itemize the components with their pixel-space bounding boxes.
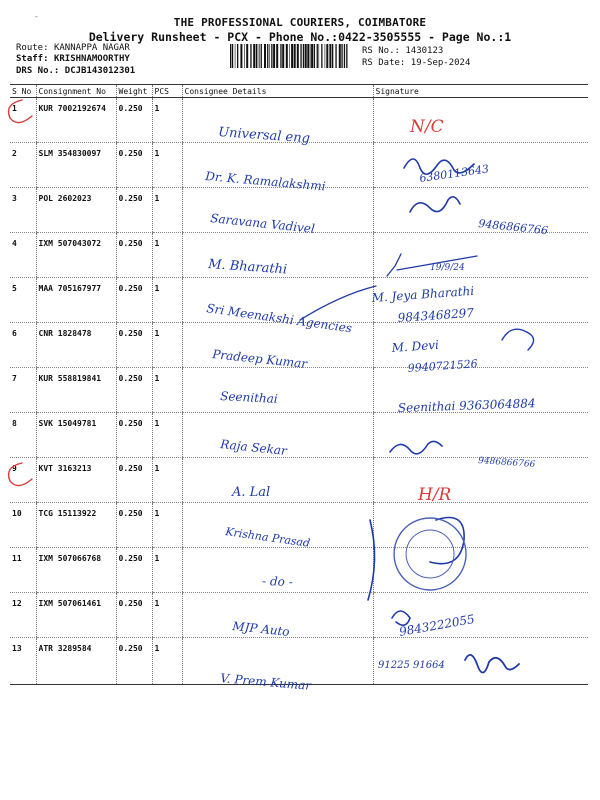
barcode-bar	[289, 44, 290, 68]
table-header-row	[10, 85, 588, 98]
pcs-cell: 1	[152, 638, 182, 685]
barcode-bar	[237, 44, 238, 68]
barcode-bar	[307, 44, 309, 68]
route-line	[16, 43, 130, 54]
rs-no-value: 1430123	[405, 46, 444, 56]
col-consignment: Consignment No	[36, 85, 116, 98]
weight-cell: 0.250	[116, 368, 152, 413]
signature-cell	[373, 98, 588, 143]
consignee-cell	[182, 188, 373, 233]
handwritten-text: 9843222055	[398, 611, 476, 639]
barcode-bar	[300, 44, 301, 68]
handwritten-text: V. Prem Kumar	[219, 671, 312, 693]
handwritten-text: Raja Sekar	[219, 437, 288, 458]
barcode-bar	[267, 44, 268, 68]
handwritten-text: 6380113643	[418, 162, 490, 185]
pcs-cell: 1	[152, 143, 182, 188]
barcode-bar	[346, 44, 347, 68]
pcs-cell: 1	[152, 413, 182, 458]
handwritten-text: N/C	[410, 117, 444, 137]
sno-cell: 12	[10, 593, 36, 638]
handwritten-text: A. Lal	[232, 485, 271, 500]
barcode-bar	[235, 44, 236, 68]
handwritten-text: M. Devi	[391, 337, 440, 355]
barcode-bar	[335, 44, 336, 68]
barcode-bar	[303, 44, 304, 68]
col-pcs: PCS	[152, 85, 182, 98]
barcode-bar	[230, 44, 231, 68]
pcs-cell: 1	[152, 188, 182, 233]
sno-cell: 1	[10, 98, 36, 143]
handwritten-text: Seenithai 9363064884	[397, 396, 536, 415]
signature-cell	[373, 233, 588, 278]
handwritten-text: H/R	[418, 485, 452, 505]
consignment-cell: KUR 7002192674	[36, 98, 116, 143]
handwritten-text: 19/9/24	[430, 263, 465, 273]
barcode-bar	[258, 44, 259, 68]
route-label: Route:	[16, 43, 49, 53]
consignee-cell	[182, 98, 373, 143]
sno-cell: 11	[10, 548, 36, 593]
table-row	[10, 278, 588, 323]
pcs-cell: 1	[152, 98, 182, 143]
handwritten-text: Universal eng	[217, 125, 311, 147]
drs-line	[16, 66, 135, 77]
signature-cell	[373, 503, 588, 548]
handwritten-text: MJP Auto	[231, 619, 291, 639]
sno-cell: 2	[10, 143, 36, 188]
barcode-bar	[291, 44, 293, 68]
consignee-cell	[182, 548, 373, 593]
weight-cell: 0.250	[116, 323, 152, 368]
signature-cell	[373, 413, 588, 458]
consignee-cell	[182, 593, 373, 638]
weight-cell: 0.250	[116, 188, 152, 233]
barcode-bar	[294, 44, 296, 68]
runsheet-table	[10, 84, 588, 685]
col-signature: Signature	[373, 85, 588, 98]
staff-value: KRISHNAMOORTHY	[53, 54, 130, 64]
barcode-bar	[250, 44, 251, 68]
weight-cell: 0.250	[116, 278, 152, 323]
table-row	[10, 233, 588, 278]
barcode-bar	[259, 44, 260, 68]
table-row	[10, 413, 588, 458]
consignment-cell: KUR 558819841	[36, 368, 116, 413]
handwritten-text: Saravana Vadivel	[209, 211, 316, 236]
sno-cell: 10	[10, 503, 36, 548]
weight-cell: 0.250	[116, 548, 152, 593]
consignment-cell: ATR 3289584	[36, 638, 116, 685]
barcode-bar	[344, 44, 345, 68]
barcode-bar	[246, 44, 248, 68]
pcs-cell: 1	[152, 323, 182, 368]
weight-cell: 0.250	[116, 503, 152, 548]
sno-cell: 6	[10, 323, 36, 368]
route-value: KANNAPPA NAGAR	[53, 43, 130, 53]
signature-cell	[373, 458, 588, 503]
barcode-bar	[332, 44, 333, 68]
barcode-bar	[253, 44, 255, 68]
handwritten-text: Seenithai	[219, 389, 279, 407]
pcs-cell: 1	[152, 593, 182, 638]
staff-label: Staff:	[16, 54, 49, 64]
barcode-bar	[317, 44, 318, 68]
handwritten-text: 9486866766	[477, 456, 536, 470]
table-row	[10, 548, 588, 593]
barcode-bar	[329, 44, 331, 68]
consignment-cell: SVK 15049781	[36, 413, 116, 458]
consignee-cell	[182, 458, 373, 503]
weight-cell: 0.250	[116, 638, 152, 685]
pcs-cell: 1	[152, 233, 182, 278]
corner-mark: -	[34, 12, 39, 21]
pcs-cell: 1	[152, 368, 182, 413]
drs-value: DCJB143012301	[64, 66, 136, 76]
barcode-bar	[282, 44, 284, 68]
rs-date-label: RS Date:	[362, 58, 406, 68]
table-row	[10, 458, 588, 503]
table-row	[10, 503, 588, 548]
barcode-bar	[325, 44, 326, 68]
signature-cell	[373, 143, 588, 188]
col-consignee: Consignee Details	[182, 85, 373, 98]
pcs-cell: 1	[152, 548, 182, 593]
barcode-bar	[286, 44, 288, 68]
signature-cell	[373, 638, 588, 685]
handwritten-text: 9843468297	[397, 305, 475, 325]
barcode-bar	[311, 44, 313, 68]
consignment-cell: KVT 3163213	[36, 458, 116, 503]
handwritten-text: M. Bharathi	[207, 257, 288, 278]
barcode-bar	[244, 44, 245, 68]
consignee-cell	[182, 278, 373, 323]
barcode-bar	[297, 44, 299, 68]
table-row	[10, 368, 588, 413]
handwritten-text: Krishna Prasad	[224, 525, 311, 550]
consignee-cell	[182, 323, 373, 368]
consignee-cell	[182, 233, 373, 278]
weight-cell: 0.250	[116, 413, 152, 458]
barcode-bar	[339, 44, 341, 68]
consignment-cell: SLM 354830097	[36, 143, 116, 188]
consignee-cell	[182, 368, 373, 413]
consignment-cell: MAA 705167977	[36, 278, 116, 323]
company-title: THE PROFESSIONAL COURIERS, COIMBATORE	[173, 16, 427, 29]
barcode-icon	[230, 44, 350, 68]
sno-cell: 5	[10, 278, 36, 323]
handwritten-text: M. Jeya Bharathi	[371, 283, 475, 305]
handwritten-text: 9486866766	[477, 217, 549, 238]
barcode-bar	[264, 44, 266, 68]
barcode-bar	[232, 44, 233, 68]
table-row	[10, 323, 588, 368]
sno-cell: 7	[10, 368, 36, 413]
consignee-cell	[182, 413, 373, 458]
barcode-bar	[319, 44, 320, 68]
handwritten-text: 9940721526	[407, 357, 479, 375]
weight-cell: 0.250	[116, 98, 152, 143]
barcode-bar	[271, 44, 272, 68]
barcode-bar	[314, 44, 315, 68]
sno-cell: 9	[10, 458, 36, 503]
rs-date-line	[362, 58, 470, 69]
consignee-cell	[182, 503, 373, 548]
staff-line	[16, 54, 130, 65]
weight-cell: 0.250	[116, 143, 152, 188]
barcode-bar	[326, 44, 328, 68]
barcode-bar	[261, 44, 262, 68]
rs-date-value: 19-Sep-2024	[410, 58, 471, 68]
signature-cell	[373, 188, 588, 233]
rs-no-label: RS No.:	[362, 46, 400, 56]
barcode-bar	[273, 44, 275, 68]
weight-cell: 0.250	[116, 458, 152, 503]
handwritten-text: - do -	[261, 574, 294, 590]
pcs-cell: 1	[152, 278, 182, 323]
handwritten-text: 91225 91664	[378, 660, 445, 671]
barcode-bar	[256, 44, 257, 68]
barcode-bar	[280, 44, 281, 68]
signature-cell	[373, 278, 588, 323]
table-row	[10, 188, 588, 233]
barcode-bar	[269, 44, 270, 68]
barcode-bar	[321, 44, 322, 68]
consignee-cell	[182, 143, 373, 188]
col-sno: S No	[10, 85, 36, 98]
weight-cell: 0.250	[116, 233, 152, 278]
sno-cell: 8	[10, 413, 36, 458]
table-row	[10, 638, 588, 685]
pcs-cell: 1	[152, 503, 182, 548]
handwritten-text: Dr. K. Ramalakshmi	[204, 169, 327, 194]
table-row	[10, 143, 588, 188]
runsheet-subtitle: Delivery Runsheet - PCX - Phone No.:0422-3505555 - Page No.:1	[88, 30, 512, 44]
consignment-cell: IXM 507061461	[36, 593, 116, 638]
consignment-cell: POL 2602023	[36, 188, 116, 233]
barcode-bar	[310, 44, 311, 68]
consignment-cell: IXM 507043072	[36, 233, 116, 278]
barcode-bar	[276, 44, 278, 68]
consignment-cell: TCG 15113922	[36, 503, 116, 548]
signature-cell	[373, 548, 588, 593]
consignment-cell: CNR 1828478	[36, 323, 116, 368]
barcode-bar	[305, 44, 307, 68]
consignment-cell: IXM 507066768	[36, 548, 116, 593]
drs-label: DRS No.:	[16, 66, 60, 76]
barcode-bar	[240, 44, 242, 68]
sno-cell: 4	[10, 233, 36, 278]
signature-cell	[373, 368, 588, 413]
signature-cell	[373, 593, 588, 638]
col-weight: Weight	[116, 85, 152, 98]
pcs-cell: 1	[152, 458, 182, 503]
table-row	[10, 98, 588, 143]
sno-cell: 13	[10, 638, 36, 685]
consignee-cell	[182, 638, 373, 685]
sno-cell: 3	[10, 188, 36, 233]
handwritten-text: Sri Meenakshi Agencies	[205, 301, 353, 336]
rs-no-line	[362, 46, 443, 57]
weight-cell: 0.250	[116, 593, 152, 638]
barcode-bar	[341, 44, 342, 68]
handwritten-text: Pradeep Kumar	[211, 347, 308, 371]
signature-cell	[373, 323, 588, 368]
table-row	[10, 593, 588, 638]
